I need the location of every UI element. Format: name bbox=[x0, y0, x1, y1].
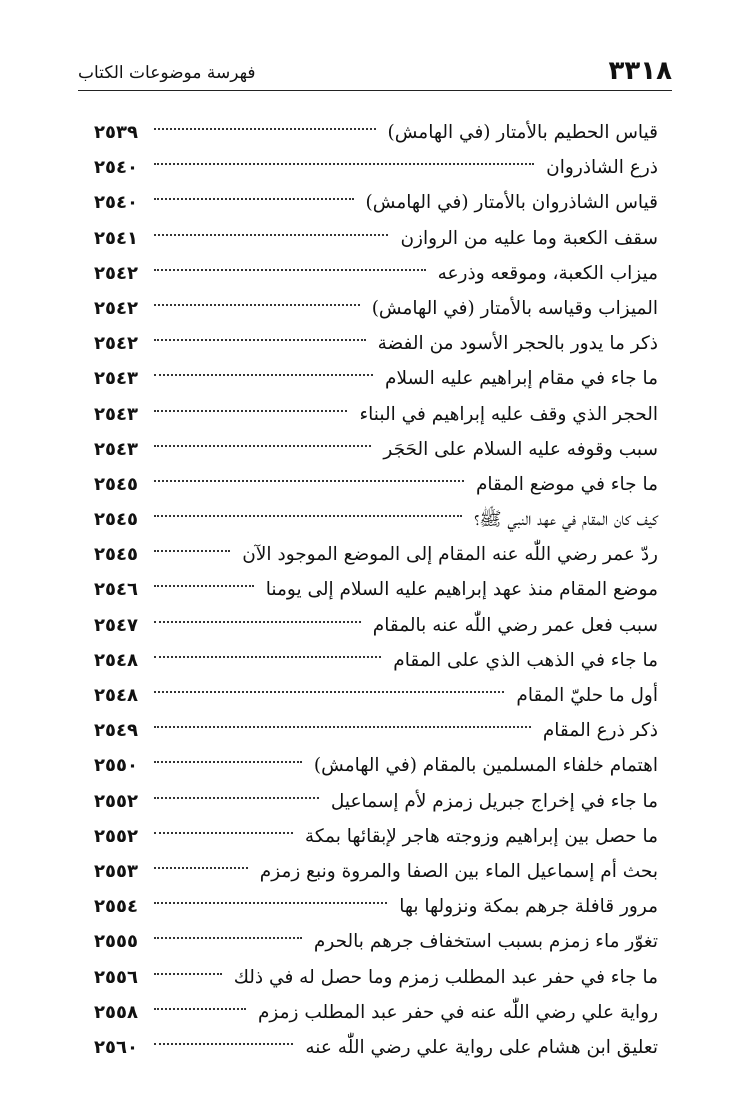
toc-entry bbox=[94, 608, 658, 643]
toc-entry-title: قياس الحطيم بالأمتار (في الهامش) bbox=[387, 122, 658, 143]
toc-entry-title: بحث أم إسماعيل الماء بين الصفا والمروة ونبع زمزم bbox=[259, 860, 658, 882]
dot-leader bbox=[154, 937, 302, 939]
toc-entry-page: ٢٥٤٣ bbox=[94, 403, 138, 425]
toc-entry bbox=[94, 960, 658, 995]
toc-entry-page: ٢٥٤٧ bbox=[94, 614, 138, 636]
toc-entry-page: ٢٥٤٥ bbox=[94, 509, 138, 531]
toc-entry bbox=[94, 854, 658, 889]
toc-entry-title: ما جاء في مقام إبراهيم عليه السلام bbox=[385, 368, 658, 390]
toc-entry bbox=[94, 678, 658, 713]
running-title: فهرسة موضوعات الكتاب bbox=[78, 63, 256, 83]
dot-leader bbox=[154, 515, 462, 517]
toc-entry-title: ردّ عمر رضي اللّٰه عنه المقام إلى الموضع الموجود الآن bbox=[242, 544, 658, 566]
toc-entry bbox=[94, 713, 658, 748]
toc-entry-title: مرور قافلة جرهم بمكة ونزولها بها bbox=[399, 896, 658, 918]
page-header bbox=[78, 50, 672, 86]
toc-entry-page: ٢٥٥٢ bbox=[94, 825, 138, 847]
toc-entry-page: ٢٥٤٢ bbox=[94, 262, 138, 284]
dot-leader bbox=[154, 797, 319, 799]
toc-entry-page: ٢٥٤٠ bbox=[94, 157, 138, 179]
toc-entry-page: ٢٥٤٥ bbox=[94, 473, 138, 495]
toc-entry-title: ما حصل بين إبراهيم وزوجته هاجر لإبقائها بمكة bbox=[304, 825, 658, 847]
toc-entry-title: ما جاء في موضع المقام bbox=[475, 473, 658, 495]
dot-leader bbox=[154, 867, 248, 869]
toc-entry-title: اهتمام خلفاء المسلمين بالمقام (في الهامش) bbox=[313, 755, 658, 777]
toc-entry-page: ٢٥٥٥ bbox=[94, 931, 138, 953]
toc-entry bbox=[94, 185, 658, 220]
toc-entry bbox=[94, 748, 658, 783]
toc-entry-title: ذكر ذرع المقام bbox=[542, 720, 658, 742]
toc-entry-title: ميزاب الكعبة، وموقعه وذرعه bbox=[437, 262, 658, 284]
toc-entry-page: ٢٥٤٢ bbox=[94, 297, 138, 319]
toc-entry-title: تغوّر ماء زمزم بسبب استخفاف جرهم بالحرم bbox=[313, 931, 658, 953]
toc-entry-page: ٢٥٤٣ bbox=[94, 438, 138, 460]
toc-entry-title: ذرع الشاذروان bbox=[546, 157, 658, 179]
dot-leader bbox=[154, 902, 387, 904]
dot-leader bbox=[154, 726, 531, 728]
toc-entry-title: قياس الشاذروان بالأمتار (في الهامش) bbox=[365, 192, 658, 214]
toc-entry bbox=[94, 361, 658, 396]
toc-entry bbox=[94, 819, 658, 854]
toc-entry-title: سقف الكعبة وما عليه من الروازن bbox=[400, 227, 658, 249]
toc-entry-title: أول ما حليّ المقام bbox=[516, 685, 658, 706]
dot-leader bbox=[154, 832, 293, 834]
dot-leader bbox=[154, 128, 376, 130]
toc-entry-page: ٢٥٥٦ bbox=[94, 966, 138, 988]
toc-entry-title: سبب وقوفه عليه السلام على الحَجَر bbox=[383, 438, 658, 460]
dot-leader bbox=[154, 973, 222, 975]
toc-entry-title: ذكر ما يدور بالحجر الأسود من الفضة bbox=[377, 333, 658, 355]
toc-entry bbox=[94, 221, 658, 256]
toc-entry-title: الحجر الذي وقف عليه إبراهيم في البناء bbox=[359, 403, 658, 425]
toc-entry-page: ٢٥٤٨ bbox=[94, 649, 138, 671]
dot-leader bbox=[154, 410, 347, 412]
toc-entry bbox=[94, 537, 658, 572]
toc-entry bbox=[94, 643, 658, 678]
toc-entry-page: ٢٥٥٤ bbox=[94, 896, 138, 918]
dot-leader bbox=[154, 656, 381, 658]
toc-entry-page: ٢٥٣٩ bbox=[94, 122, 138, 143]
toc-entry-title: ما جاء في الذهب الذي على المقام bbox=[393, 649, 658, 671]
toc-entry bbox=[94, 115, 658, 150]
dot-leader bbox=[154, 304, 360, 306]
toc-entry-title: رواية علي رضي اللّٰه عنه في حفر عبد المطلب زمزم bbox=[257, 1001, 658, 1023]
toc-entry bbox=[94, 572, 658, 607]
toc-entry bbox=[94, 502, 658, 537]
toc-entry-page: ٢٥٤٢ bbox=[94, 333, 138, 355]
toc-entry-title: الميزاب وقياسه بالأمتار (في الهامش) bbox=[371, 297, 658, 319]
toc-entry-page: ٢٥٥٣ bbox=[94, 860, 138, 882]
toc-entry bbox=[94, 397, 658, 432]
toc-entry-title: تعليق ابن هشام على رواية علي رضي اللّٰه عنه bbox=[305, 1036, 658, 1058]
toc-entry-page: ٢٥٤٥ bbox=[94, 544, 138, 566]
toc-entry-page: ٢٥٤٣ bbox=[94, 368, 138, 390]
toc-entry-page: ٢٥٤١ bbox=[94, 227, 138, 249]
dot-leader bbox=[154, 691, 504, 693]
toc-entry-page: ٢٥٤٨ bbox=[94, 685, 138, 706]
table-of-contents bbox=[94, 115, 658, 1065]
dot-leader bbox=[154, 1043, 293, 1045]
toc-entry-page: ٢٥٥٠ bbox=[94, 755, 138, 777]
header-rule bbox=[78, 90, 672, 91]
toc-entry-title: موضع المقام منذ عهد إبراهيم عليه السلام إلى يومنا bbox=[265, 579, 658, 601]
toc-entry bbox=[94, 150, 658, 185]
dot-leader bbox=[154, 585, 254, 587]
toc-entry-page: ٢٥٤٠ bbox=[94, 192, 138, 214]
dot-leader bbox=[154, 269, 426, 271]
toc-entry-page: ٢٥٤٩ bbox=[94, 720, 138, 742]
toc-entry bbox=[94, 467, 658, 502]
toc-entry bbox=[94, 326, 658, 361]
dot-leader bbox=[154, 550, 230, 552]
toc-entry bbox=[94, 784, 658, 819]
toc-entry bbox=[94, 432, 658, 467]
toc-entry bbox=[94, 924, 658, 959]
toc-entry-title: سبب فعل عمر رضي اللّٰه عنه بالمقام bbox=[372, 614, 658, 636]
toc-entry-page: ٢٥٤٦ bbox=[94, 579, 138, 601]
toc-entry-title: ما جاء في إخراج جبريل زمزم لأم إسماعيل bbox=[330, 790, 658, 812]
toc-entry-page: ٢٥٦٠ bbox=[94, 1036, 138, 1058]
dot-leader bbox=[154, 480, 464, 482]
toc-entry bbox=[94, 256, 658, 291]
dot-leader bbox=[154, 339, 366, 341]
dot-leader bbox=[154, 1008, 246, 1010]
toc-entry-page: ٢٥٥٢ bbox=[94, 790, 138, 812]
dot-leader bbox=[154, 163, 534, 165]
dot-leader bbox=[154, 198, 354, 200]
dot-leader bbox=[154, 761, 302, 763]
toc-entry-title: ما جاء في حفر عبد المطلب زمزم وما حصل له في ذلك bbox=[233, 966, 658, 988]
dot-leader bbox=[154, 445, 371, 447]
toc-entry bbox=[94, 1030, 658, 1065]
dot-leader bbox=[154, 621, 361, 623]
toc-entry bbox=[94, 995, 658, 1030]
page-number: ٣٣١٨ bbox=[608, 56, 672, 86]
toc-entry bbox=[94, 889, 658, 924]
toc-entry-title: كيف كان المقام في عهد النبي ﷺ؟ bbox=[474, 509, 658, 531]
toc-entry bbox=[94, 291, 658, 326]
dot-leader bbox=[154, 374, 373, 376]
dot-leader bbox=[154, 234, 388, 236]
toc-entry-page: ٢٥٥٨ bbox=[94, 1001, 138, 1023]
